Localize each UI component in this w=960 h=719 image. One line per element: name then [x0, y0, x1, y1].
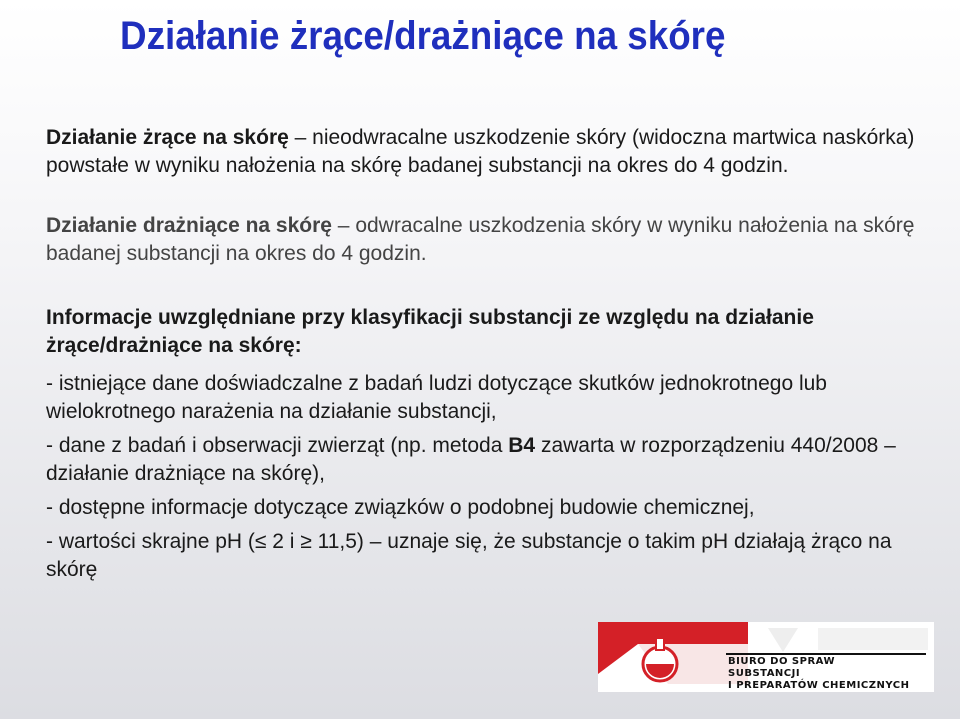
logo-line-2: SUBSTANCJI — [728, 668, 801, 679]
definition-irritant — [46, 212, 946, 268]
list-item-animal-data — [46, 432, 946, 488]
page-title: Działanie żrące/drażniące na skórę — [120, 14, 726, 58]
definition-corrosive — [46, 124, 946, 180]
list-item-similar-compounds: - dostępne informacje dotyczące związków o podobnej budowie chemicznej, — [46, 496, 755, 519]
logo-line-3: I PREPARATÓW CHEMICZNYCH — [728, 680, 910, 691]
bureau-logo — [598, 622, 934, 692]
definition-corrosive-text: – nieodwracalne uszkodzenie skóry (widoczna martwica naskórka) powstałe w wyniku nałożenia na skórę badanej substancji na okres do 4 godzin. — [46, 126, 915, 177]
method-code: B4 — [508, 434, 536, 457]
logo-line-1: BIURO DO SPRAW — [728, 656, 835, 667]
content-body — [46, 124, 946, 590]
term-irritant: Działanie drażniące na skórę — [46, 214, 332, 237]
list-item-human-data: - istniejące dane doświadczalne z badań ludzi dotyczące skutków jednokrotnego lub wielokrotnego narażenia na działanie substancji, — [46, 372, 827, 423]
logo-rule — [726, 653, 926, 655]
list-item-animal-data-a: - dane z badań i obserwacji zwierząt (np. metoda — [46, 434, 509, 457]
classification-heading: Informacje uwzględniane przy klasyfikacji substancji ze względu na działanie żrące/drażniące na skórę: — [46, 306, 814, 357]
logo-text — [728, 656, 909, 692]
term-corrosive: Działanie żrące na skórę — [46, 126, 289, 149]
list-item-animal-data-c: zawarta w rozporządzeniu 440/2008 – działanie drażniące na skórę), — [46, 434, 896, 485]
list-item-extreme-ph: - wartości skrajne pH (≤ 2 i ≥ 11,5) – uznaje się, że substancje o takim pH działają żrąco na skórę — [46, 530, 892, 581]
definition-irritant-text: – odwracalne uszkodzenia skóry w wyniku nałożenia na skórę badanej substancji na okres do 4 godzin. — [46, 214, 915, 265]
